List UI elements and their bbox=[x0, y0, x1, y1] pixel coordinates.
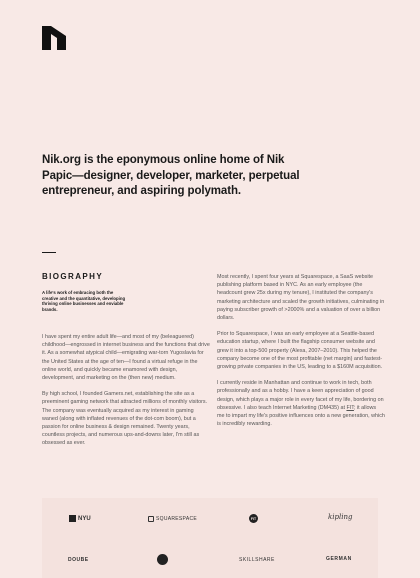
squarespace-label: SQUARESPACE bbox=[156, 516, 197, 522]
logo-doube bbox=[68, 557, 89, 563]
bio-text: ; it allows me to impart my life's positive influences onto a new generation, which is incredibly rewarding. bbox=[217, 404, 385, 428]
logo-fit bbox=[249, 514, 258, 523]
biography-left-column bbox=[42, 333, 210, 448]
bio-paragraph: I have spent my entire adult life—and most of my (beleaguered) childhood—engrossed in internet business and the functions that drive it. As a somewhat atypical child—emigrating war-torn Yugoslavia for the United States at the age of ten—I found a virtual refuge in the online world, and quickly became enamored with design, development, and marketing on the (then new) medium. bbox=[42, 334, 210, 382]
kipling-label: kipling bbox=[328, 513, 353, 521]
biography-tagline: A life's work of embracing both the creative and the quantitative, developing thriving online businesses and enviable brands. bbox=[42, 290, 126, 312]
german-label: GERMAN bbox=[326, 556, 352, 562]
biography-heading: BIOGRAPHY bbox=[42, 272, 104, 281]
bio-paragraph bbox=[217, 379, 385, 428]
doube-label: DOUBE bbox=[68, 557, 89, 563]
nyu-torch-icon bbox=[69, 515, 76, 522]
biography-right-column bbox=[217, 273, 385, 428]
client-logos bbox=[42, 498, 378, 578]
bio-paragraph: Most recently, I spent four years at Squarespace, a SaaS website publishing platform based in NYC. As an early employee (the headcount grew 25x during my tenure), I instituted the company's marketing architecture and scaled the growth initiatives, culminating in paying subscriber growth of >2000% and a valuation of over a billion dollars. bbox=[217, 274, 385, 322]
section-divider bbox=[42, 252, 56, 253]
squarespace-icon bbox=[148, 516, 154, 522]
fit-badge: FIT bbox=[249, 514, 258, 523]
nyu-label: NYU bbox=[78, 515, 91, 522]
bio-paragraph: By high school, I founded Gamers.net, establishing the site as a preeminent gaming network that attracted millions of monthly visitors. The company was eventually acquired as my interest in gaming waned (along with inflated revenues of the dot-com boom), but a passion for online business & design remained. Twenty years, countless projects, and numerous ups-and-downs later, I'm still as obsessed as ever. bbox=[42, 391, 208, 447]
bio-text: I currently reside in Manhattan and continue to work in tech, both professionally and as a hobby. I have a keen appreciation of good design, which plays a major role in every facet of my life, bordering on obsessive. I also teach Internet Marketing (DM435) at bbox=[217, 380, 384, 411]
hero-headline: Nik.org is the eponymous online home of Nik Papic—designer, developer, marketer, perpetual entrepreneur, and aspiring polymath. bbox=[42, 154, 300, 197]
fit-link[interactable]: FIT bbox=[346, 404, 354, 411]
n-monogram-icon[interactable] bbox=[42, 26, 66, 50]
logo-nyu bbox=[69, 515, 91, 522]
logo-squarespace bbox=[148, 516, 197, 522]
logo-german bbox=[326, 556, 352, 562]
logo-kipling bbox=[328, 513, 352, 521]
skillshare-label: SKILLSHARE bbox=[239, 557, 275, 563]
bio-paragraph: Prior to Squarespace, I was an early employee at a Seattle-based education startup, where I built the flagship consumer website and grew it into a top-500 property (Alexa, 2007–2010). This helped the company become one of the most profitable (net margin) and fastest-growing private companies in the US, leading to a $160M acquisition. bbox=[217, 331, 383, 371]
logo-skillshare bbox=[239, 557, 275, 563]
